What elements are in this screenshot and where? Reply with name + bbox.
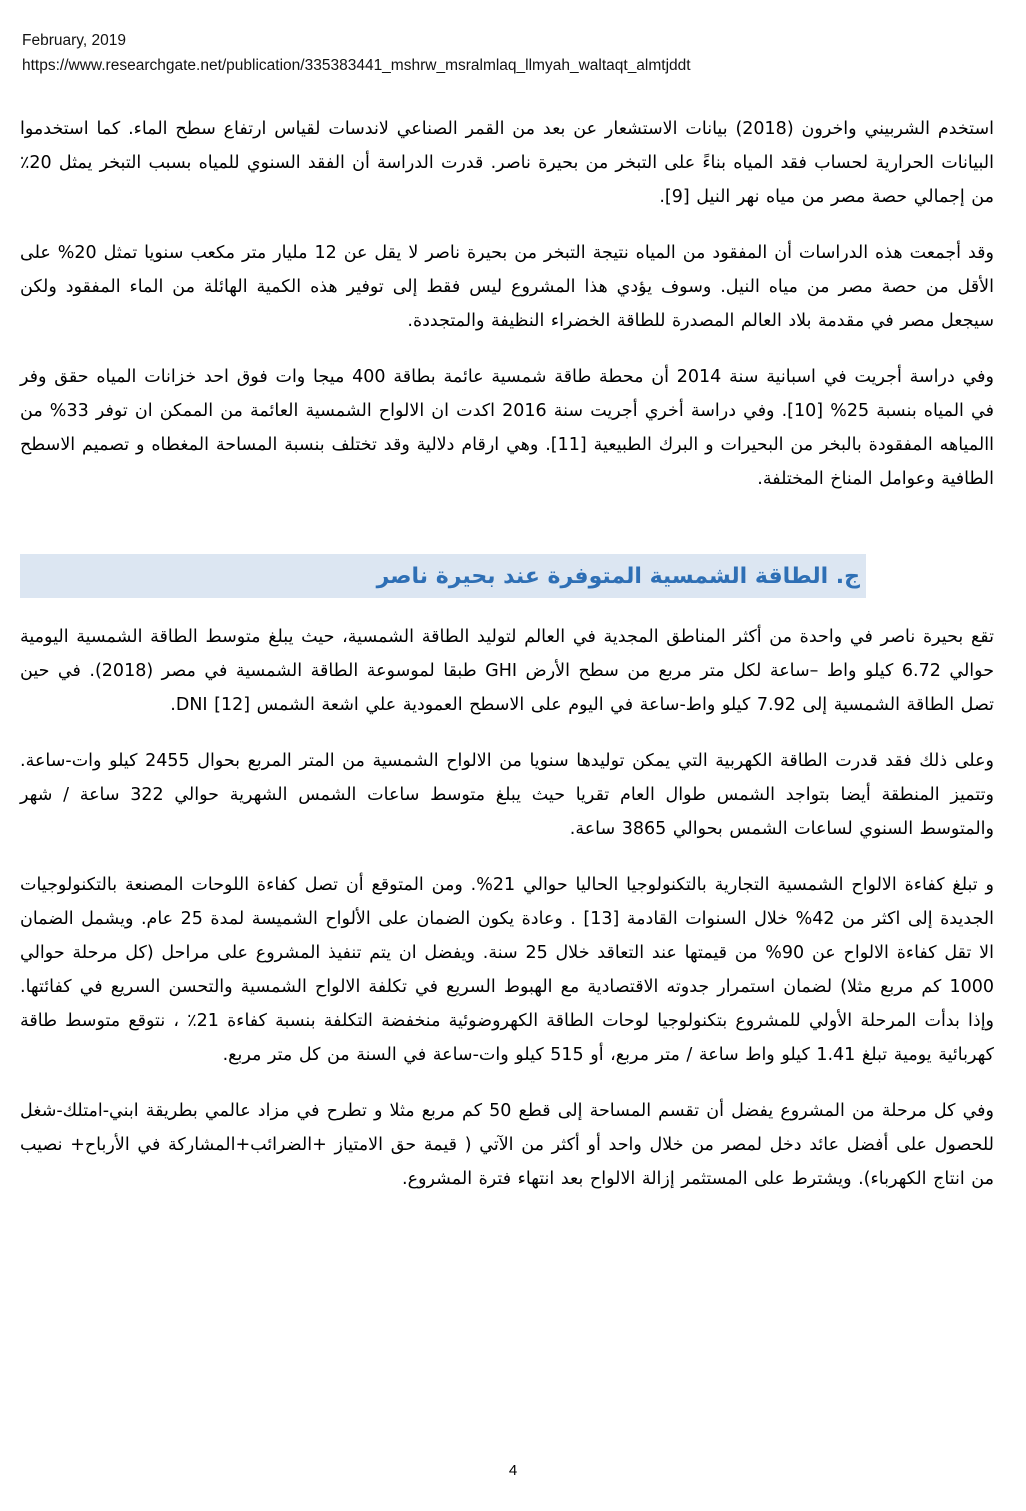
page-header [22, 28, 691, 78]
paragraph-project-phases: وفي كل مرحلة من المشروع يفضل أن تقسم المساحة إلى قطع 50 كم مربع مثلا و تطرح في مزاد عالمي بطريقة ابني-امتلك-شغل للحصول على أفضل عائد دخل لمصر من خلال واحد أو أكثر من الآتي ( قيمة حق الامتياز +الضرائب+المشاركة في الأرباح+ نصيب من انتاج الكهرباء). ويشترط على المستثمر إزالة الالواح بعد انتهاء فترة المشروع. [20, 1101, 994, 1189]
paragraph-solar-irradiance: تقع بحيرة ناصر في واحدة من أكثر المناطق المجدية في العالم لتوليد الطاقة الشمسية، حيث يبلغ متوسط الطاقة الشمسية اليومية حوالي 6.72 كيلو واط –ساعة لكل متر مربع من سطح الأرض GHI طبقا لموسوعة الطاقة الشمسية في مصر (2018). في حين تصل الطاقة الشمسية إلى 7.92 كيلو واط-ساعة في اليوم على الاسطح العمودية علي اشعة الشمس DNI [12]. [20, 627, 995, 715]
section-heading-bar [20, 554, 866, 598]
paragraph-water-loss-consensus: وقد أجمعت هذه الدراسات أن المفقود من المياه نتيجة التبخر من بحيرة ناصر لا يقل عن 12 مليار متر مكعب سنويا تمثل 20% على الأقل من حصة مصر من مياه النيل. وسوف يؤدي هذا المشروع ليس فقط إلى توفير هذه الكمية الهائلة من الماء المفقود ولكن سيجعل مصر في مقدمة بلاد العالم المصدرة للطاقة الخضراء النظيفة والمتجددة. [20, 243, 994, 331]
paragraph-panel-efficiency: و تبلغ كفاءة الالواح الشمسية التجارية بالتكنولوجيا الحاليا حوالي 21%. ومن المتوقع أن تصل كفاءة اللوحات المصنعة بالتكنولوجيات الجديدة إلى اكثر من 42% خلال السنوات القادمة [13] . وعادة يكون الضمان على الألواح الشميسة لمدة 25 عام. ويشمل الضمان الا تقل كفاءة الالواح عن 90% من قيمتها عند التعاقد خلال 25 سنة. ويفضل ان يتم تنفيذ المشروع على مراحل (كل مرحلة حوالي 1000 كم مربع مثلا) لضمان استمرار جدوته الاقتصادية مع الهبوط السريع في تكلفة الالواح الشمسية والتحسن السريع في كفائتها. وإذا بدأت المرحلة الأولي للمشروع بتكنولوجيا لوحات الطاقة الكهروضوئية منخفضة التكلفة بنسبة كفاءة 21٪ ، نتوقع متوسط طاقة كهربائية يومية تبلغ 1.41 كيلو واط ساعة / متر مربع، أو 515 كيلو وات-ساعة في السنة من كل متر مربع. [20, 875, 995, 1065]
paragraph-evaporation-study: استخدم الشربيني واخرون (2018) بيانات الاستشعار عن بعد من القمر الصناعي لاندسات لقياس ارتفاع سطح الماء. كما استخدموا البيانات الحرارية لحساب فقد المياه بناءً على التبخر من بحيرة ناصر. قدرت الدراسة أن الفقد السنوي للمياه بسبب التبخر يمثل 20٪ من إجمالي حصة مصر من مياه نهر النيل [9]. [20, 119, 994, 207]
paragraph-annual-generation: وعلى ذلك فقد قدرت الطاقة الكهربية التي يمكن توليدها سنويا من الالواح الشمسية من المتر المربع بحوال 2455 كيلو وات-ساعة. وتتميز المنطقة أيضا بتواجد الشمس طوال العام تقريا حيث يبلغ متوسط ساعات الشمس الشهرية حوالي 322 ساعة / شهر والمتوسط السنوي لساعات الشمس بحوالي 3865 ساعة. [20, 751, 994, 839]
header-date: February, 2019 [22, 32, 126, 49]
paragraph-floating-solar-studies: وفي دراسة أجريت في اسبانية سنة 2014 أن محطة طاقة شمسية عائمة بطاقة 400 ميجا وات فوق احد خزانات المياه حقق وفر في المياه بنسبة 25% [10]. وفي دراسة أخري أجريت سنة 2016 اكدت ان الالواح الشمسية العائمة من الممكن ان توفر 33% من االمياهه المفقودة بالبخر من البحيرات و البرك الطبيعية [11]. وهي ارقام دلالية وقد تختلف بنسبة المساحة المغطاه و تصميم الاسطح الطافية وعوامل المناخ المختلفة. [20, 367, 994, 489]
page-number: 4 [508, 1462, 518, 1479]
section-heading: ج. الطاقة الشمسية المتوفرة عند بحيرة ناصر [376, 563, 860, 589]
header-url[interactable]: https://www.researchgate.net/publication/335383441_mshrw_msralmlaq_llmyah_waltaqt_almtjddt [22, 57, 691, 74]
document-body [20, 112, 994, 1218]
